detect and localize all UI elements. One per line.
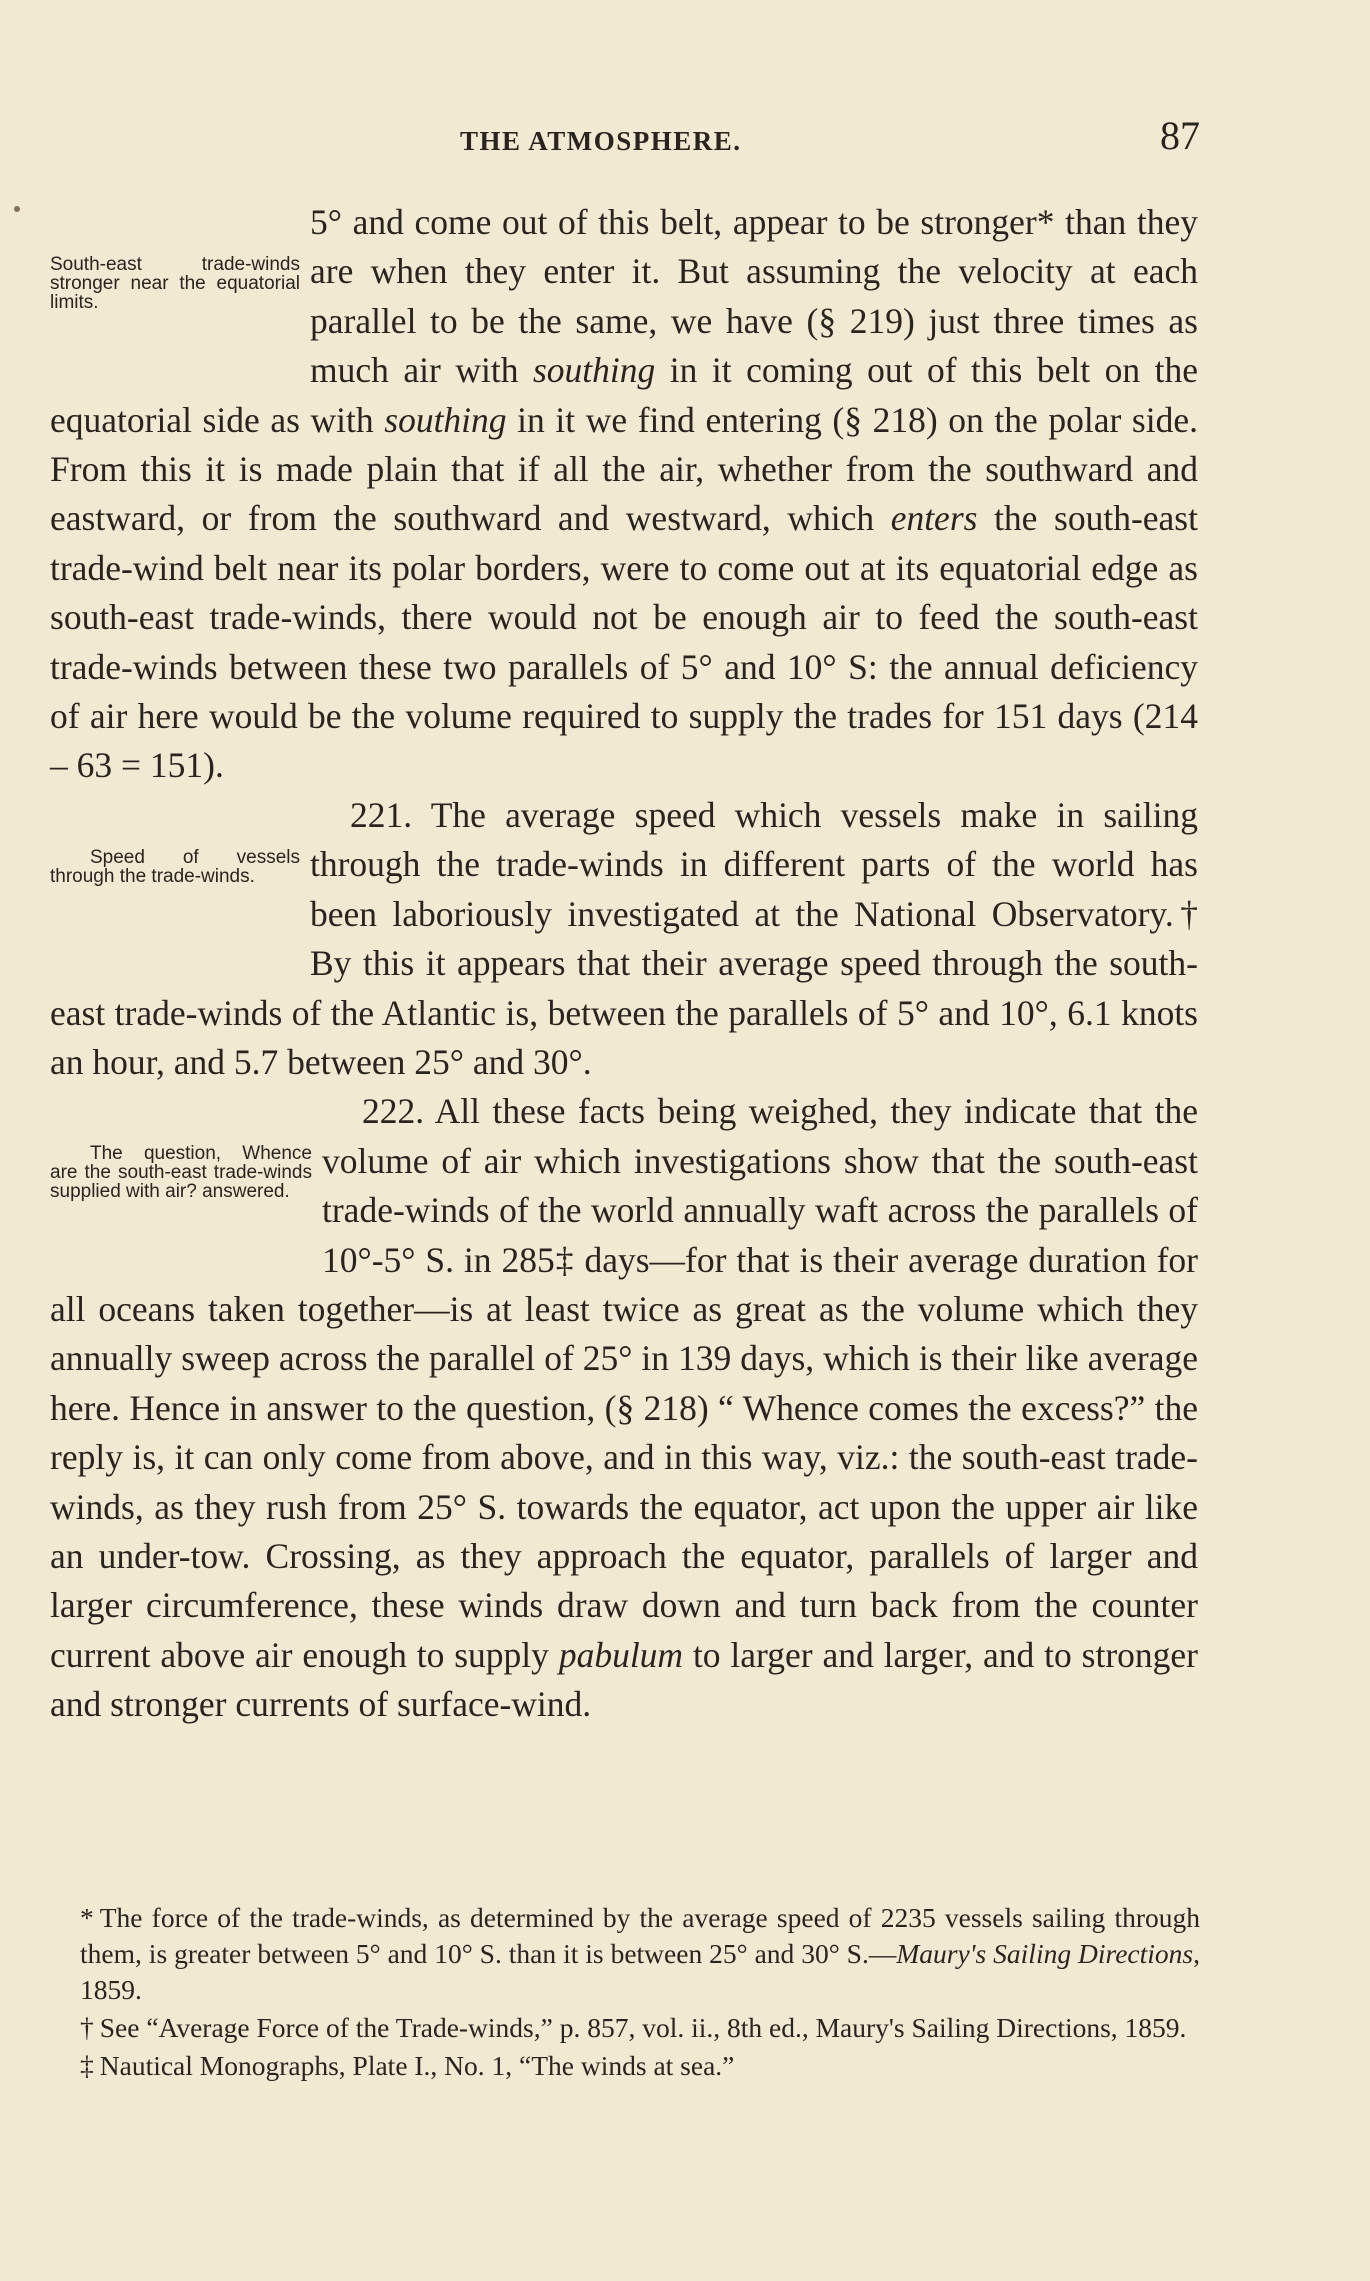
footnote-3: ‡ Nautical Monographs, Plate I., No. 1, “The winds at sea.” <box>80 2050 735 2081</box>
paragraph-2: Speed of vessels through the trade-winds. 221. The average speed which vessels make in sailing through the trade-winds in different parts of the world has been laboriously investigated at the National Observatory.† By this it appears that their average speed through the south-east trade-winds of the Atlantic is, between the parallels of 5° and 10°, 6.1 knots an hour, and 5.7 between 25° and 30°. <box>50 794 1198 1082</box>
footnote-1: * The force of the trade-winds, as determined by the average speed of 2235 vessels sailing through them, is greater between 5° and 10° S. than it is between 25° and 30° S.—Maury's Sailing Directions, 1859. <box>80 1902 1200 2005</box>
paragraph-1: South-east trade-winds stronger near the equatorial limits. 5° and come out of this belt, appear to be stronger* than they are when they enter it. But assuming the velocity at each parallel to be the same, we have (§ 219) just three times as much air with southing in it coming out of this belt on the equatorial side as with southing in it we find entering (§ 218) on the polar side. From this it is made plain that if all the air, whether from the southward and eastward, or from the southward and westward, which enters the south-east trade-wind belt near its polar borders, were to come out at its equatorial edge as south-east trade-winds, there would not be enough air to feed the south-east trade-winds between these two parallels of 5° and 10° S: the annual deficiency of air here would be the volume required to supply the trades for 151 days (214 – 63 = 151). <box>50 202 1198 786</box>
footnotes <box>50 1900 1200 2086</box>
footnote-2: † See “Average Force of the Trade-winds,” p. 857, vol. ii., 8th ed., Maury's Sailing Directions, 1859. <box>80 2012 1187 2043</box>
margin-note-1: South-east trade-winds stronger near the equatorial limits. <box>50 254 300 313</box>
body-text <box>50 198 1198 1730</box>
ink-spot <box>14 206 20 212</box>
margin-note-3: The question, Whence are the south-east trade-winds supplied with air? answered. <box>50 1143 312 1203</box>
page-header <box>52 112 1200 164</box>
running-head: THE ATMOSPHERE. <box>460 126 742 156</box>
page-number: 87 <box>1160 113 1200 158</box>
margin-note-2: Speed of vessels through the trade-winds. <box>50 846 300 887</box>
paragraph-3: The question, Whence are the south-east trade-winds supplied with air? answered. 222. All these facts being weighed, they indicate that the volume of air which investigations show that the south-east trade-winds of the world annually waft across the parallels of 10°-5° S. in 285‡ days—for that is their average duration for all oceans taken together—is at least twice as great as the volume which they annually sweep across the parallel of 25° in 139 days, which is their like average here. Hence in answer to the question, (§ 218) “ Whence comes the excess?” the reply is, it can only come from above, and in this way, viz.: the south-east trade-winds, as they rush from 25° S. towards the equator, act upon the upper air like an under-tow. Crossing, as they approach the equator, parallels of larger and larger circumference, these winds draw down and turn back from the counter current above air enough to supply pabulum to larger and larger, and to stronger and stronger currents of surface-wind. <box>50 1091 1198 1725</box>
